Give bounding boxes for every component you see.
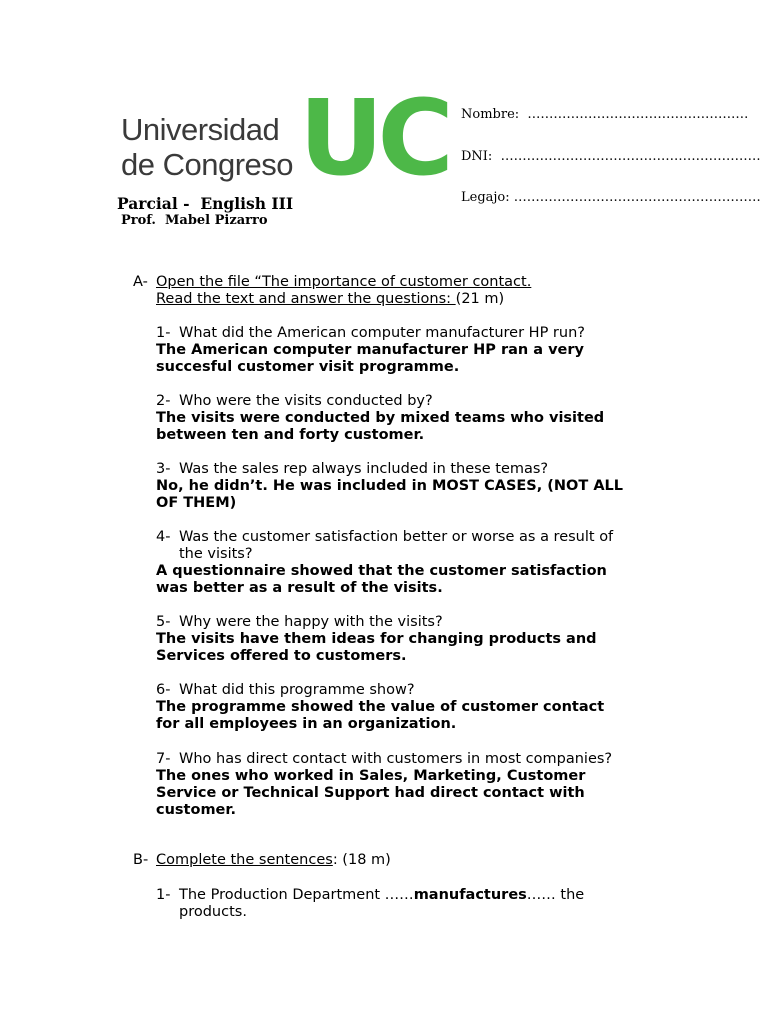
answer-text: The ones who worked in Sales, Marketing, Customer [156, 768, 586, 784]
professor-name: Prof. Mabel Pizarro [121, 213, 268, 228]
question-text: Was the sales rep always included in these temas? [179, 461, 549, 477]
question-text: Why were the happy with the visits? [179, 614, 443, 630]
section-a-marks: (21 m) [455, 291, 505, 307]
field-nombre-label: Nombre: [461, 107, 520, 122]
answer-text: succesful customer visit programme. [156, 359, 460, 375]
question-text: the visits? [179, 546, 253, 562]
section-b-item-line1 [179, 887, 584, 904]
question-number: 5- [156, 614, 171, 630]
section-a-instruction-line2 [156, 291, 504, 308]
section-b-item-answer: manufactures [413, 887, 527, 903]
question-number: 2- [156, 393, 171, 409]
field-legajo[interactable] [461, 190, 768, 205]
field-dni[interactable] [461, 149, 768, 164]
answer-text: The American computer manufacturer HP ran a very [156, 342, 584, 358]
logo-text-universidad: Universidad [121, 112, 280, 147]
question-text: What did the American computer manufacturer HP run? [179, 325, 585, 341]
section-b-item-line2: products. [179, 904, 247, 920]
answer-text: was better as a result of the visits. [156, 580, 443, 596]
section-b-marks: : (18 m) [332, 852, 391, 868]
answer-text: Service or Technical Support had direct contact with [156, 785, 585, 801]
logo-uc-mark: UC [299, 77, 448, 199]
answer-text: between ten and forty customer. [156, 427, 425, 443]
answer-text: OF THEM) [156, 495, 237, 511]
section-a-letter: A- [133, 274, 148, 290]
question-number: 4- [156, 529, 171, 545]
answer-text: No, he didn’t. He was included in MOST CASES, (NOT ALL [156, 478, 624, 494]
section-b-item-before: The Production Department …… [179, 887, 414, 903]
answer-text: customer. [156, 802, 236, 818]
section-a-instruction-line1: Open the file “The importance of customer contact. [156, 274, 532, 290]
question-number: 7- [156, 751, 171, 767]
field-legajo-dots: ………………………………………………… [513, 190, 761, 205]
answer-text: A questionnaire showed that the customer satisfaction [156, 563, 607, 579]
section-b-instruction [156, 852, 391, 869]
question-number: 1- [156, 325, 171, 341]
field-dni-dots: …………………………………………………… [500, 149, 761, 164]
question-text: Who were the visits conducted by? [179, 393, 433, 409]
field-legajo-label: Legajo: [461, 190, 510, 205]
section-b-item-after: …… the [526, 887, 585, 903]
field-nombre-dots: …………………………………………… [527, 107, 749, 122]
section-b-item-number: 1- [156, 887, 171, 903]
question-number: 6- [156, 682, 171, 698]
section-b-instruction-text: Complete the sentences [156, 852, 333, 868]
question-text: Who has direct contact with customers in most companies? [179, 751, 613, 767]
question-number: 3- [156, 461, 171, 477]
answer-text: The visits have them ideas for changing products and [156, 631, 597, 647]
answer-text: The visits were conducted by mixed teams who visited [156, 410, 605, 426]
field-nombre[interactable] [461, 107, 768, 122]
exam-title: Parcial - English III [117, 194, 294, 213]
field-dni-label: DNI: [461, 149, 493, 164]
question-text: What did this programme show? [179, 682, 415, 698]
logo-text-de-congreso: de Congreso [121, 147, 294, 182]
answer-text: The programme showed the value of customer contact [156, 699, 605, 715]
section-b-letter: B- [133, 852, 149, 868]
answer-text: Services offered to customers. [156, 648, 407, 664]
question-text: Was the customer satisfaction better or worse as a result of [179, 529, 614, 545]
section-a-instruction-text: Read the text and answer the questions: [156, 291, 456, 307]
answer-text: for all employees in an organization. [156, 716, 457, 732]
